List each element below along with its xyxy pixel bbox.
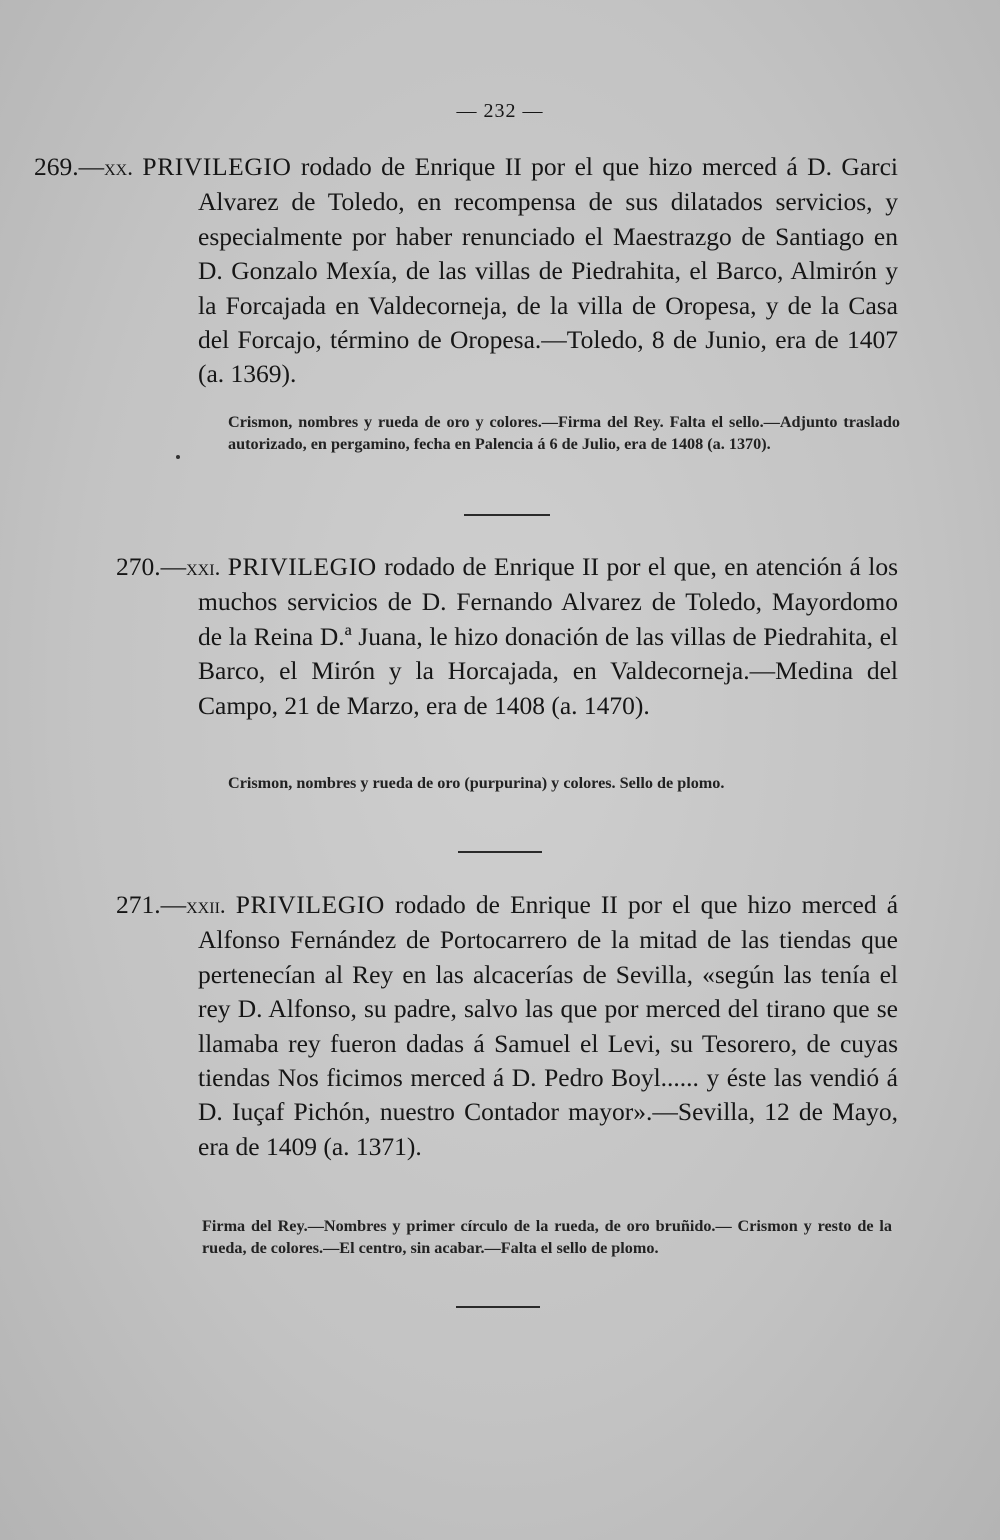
entry-text: rodado de Enrique II por el que hizo merced á D. Garci Alvarez de Toledo, en recompensa de sus dilatados servicios, y especialmente por haber renunciado el Maestrazgo de Santiago en D. Gonzalo Mexía, de las villas de Piedrahita, el Barco, Almirón y la Forcajada en Valdecorneja, de la villa de Oropesa, y de la Casa del Forcajo, término de Oropesa.—Toledo, 8 de Junio, era de 1407 (a. 1369). bbox=[198, 152, 898, 389]
entry-271 bbox=[116, 888, 899, 1164]
page-number: — 232 — bbox=[456, 100, 544, 122]
entry-270 bbox=[116, 550, 899, 723]
entry-keyword: PRIVILEGIO bbox=[227, 552, 377, 581]
entry-roman-numeral: xx. bbox=[104, 155, 133, 180]
section-divider bbox=[464, 514, 550, 516]
section-divider bbox=[458, 851, 542, 853]
entry-keyword: PRIVILEGIO bbox=[235, 890, 385, 919]
page-speck bbox=[176, 455, 180, 459]
entry-270-note: Crismon, nombres y rueda de oro (purpurina) y colores. Sello de plomo. bbox=[228, 774, 725, 792]
section-divider bbox=[456, 1306, 540, 1308]
entry-roman-numeral: xxi. bbox=[186, 555, 221, 580]
entry-number: 270.— bbox=[116, 552, 187, 581]
entry-number: 271.— bbox=[116, 890, 187, 919]
entry-text: rodado de Enrique II por el que hizo merced á Alfonso Fernández de Portocarrero de la mitad de las tiendas que pertenecían al Rey en las alcacerías de Sevilla, «según las tenía el rey D. Alfonso, su padre, salvo las que por merced del tirano que se llamaba rey fueron dadas á Samuel el Levi, su Tesorero, de cuyas tiendas Nos ficimos merced á D. Pedro Boyl...... y éste las vendió á D. Iuçaf Pichón, nuestro Contador mayor».—Sevilla, 12 de Mayo, era de 1409 (a. 1371). bbox=[198, 890, 899, 1161]
entry-number: 269.— bbox=[34, 152, 105, 181]
entry-text: rodado de Enrique II por el que, en atención á los muchos servicios de D. Fernando Alvarez de Toledo, Mayordomo de la Reina D.ª Juana, le hizo donación de las villas de Piedrahita, el Barco, el Mirón y la Horcajada, en Valdecorneja.—Medina del Campo, 21 de Marzo, era de 1408 (a. 1470). bbox=[198, 552, 899, 720]
entry-keyword: PRIVILEGIO bbox=[142, 152, 292, 181]
entry-269-note: Crismon, nombres y rueda de oro y colores.—Firma del Rey. Falta el sello.—Adjunto traslado autorizado, en pergamino, fecha en Palencia á 6 de Julio, era de 1408 (a. 1370). bbox=[228, 413, 900, 453]
entry-269 bbox=[34, 150, 898, 392]
entry-271-note: Firma del Rey.—Nombres y primer círculo de la rueda, de oro bruñido.— Crismon y resto de la rueda, de colores.—El centro, sin acabar.—Falta el sello de plomo. bbox=[202, 1217, 892, 1257]
entry-roman-numeral: xxii. bbox=[186, 893, 226, 918]
